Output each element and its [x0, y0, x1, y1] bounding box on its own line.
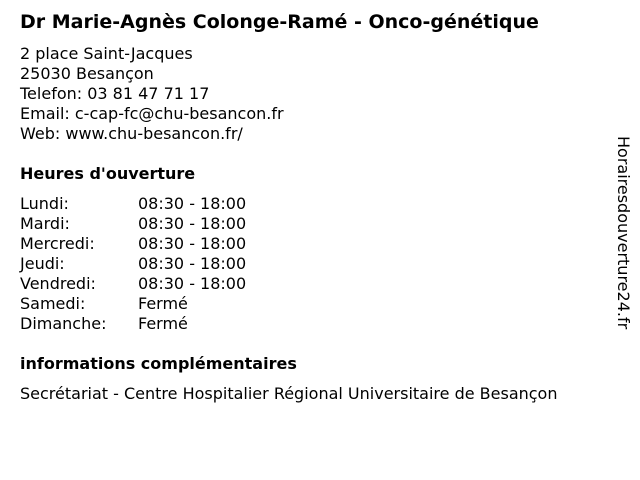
hours-day: Jeudi:	[20, 254, 65, 273]
hours-row-thursday	[20, 254, 246, 274]
hours-row-wednesday	[20, 234, 246, 254]
hours-time: 08:30 - 18:00	[138, 254, 247, 273]
hours-row-tuesday	[20, 214, 246, 234]
hours-time: 08:30 - 18:00	[138, 274, 247, 293]
city-address: 25030 Besançon	[20, 64, 154, 83]
hours-day: Vendredi:	[20, 274, 96, 293]
hours-heading: Heures d'ouverture	[20, 164, 196, 183]
hours-row-friday	[20, 274, 246, 294]
hours-time: 08:30 - 18:00	[138, 234, 247, 253]
site-watermark: Horairesdouverture24.fr	[614, 136, 633, 330]
street-address: 2 place Saint-Jacques	[20, 44, 193, 63]
page-title: Dr Marie-Agnès Colonge-Ramé - Onco-génétique	[20, 11, 539, 33]
hours-day: Lundi:	[20, 194, 69, 213]
hours-day: Mercredi:	[20, 234, 95, 253]
hours-day: Mardi:	[20, 214, 70, 233]
hours-time: 08:30 - 18:00	[138, 214, 247, 233]
hours-time: Fermé	[138, 314, 188, 333]
info-heading: informations complémentaires	[20, 354, 297, 373]
hours-row-sunday	[20, 314, 246, 334]
phone-number: Telefon: 03 81 47 71 17	[20, 84, 210, 103]
email-address: Email: c-cap-fc@chu-besancon.fr	[20, 104, 284, 123]
hours-row-monday	[20, 194, 246, 214]
website: Web: www.chu-besancon.fr/	[20, 124, 243, 143]
hours-time: 08:30 - 18:00	[138, 194, 247, 213]
hours-time: Fermé	[138, 294, 188, 313]
info-text: Secrétariat - Centre Hospitalier Régional Universitaire de Besançon	[20, 384, 558, 403]
hours-day: Dimanche:	[20, 314, 107, 333]
hours-row-saturday	[20, 294, 246, 314]
hours-day: Samedi:	[20, 294, 86, 313]
address-block	[20, 44, 284, 144]
hours-table	[20, 194, 246, 334]
